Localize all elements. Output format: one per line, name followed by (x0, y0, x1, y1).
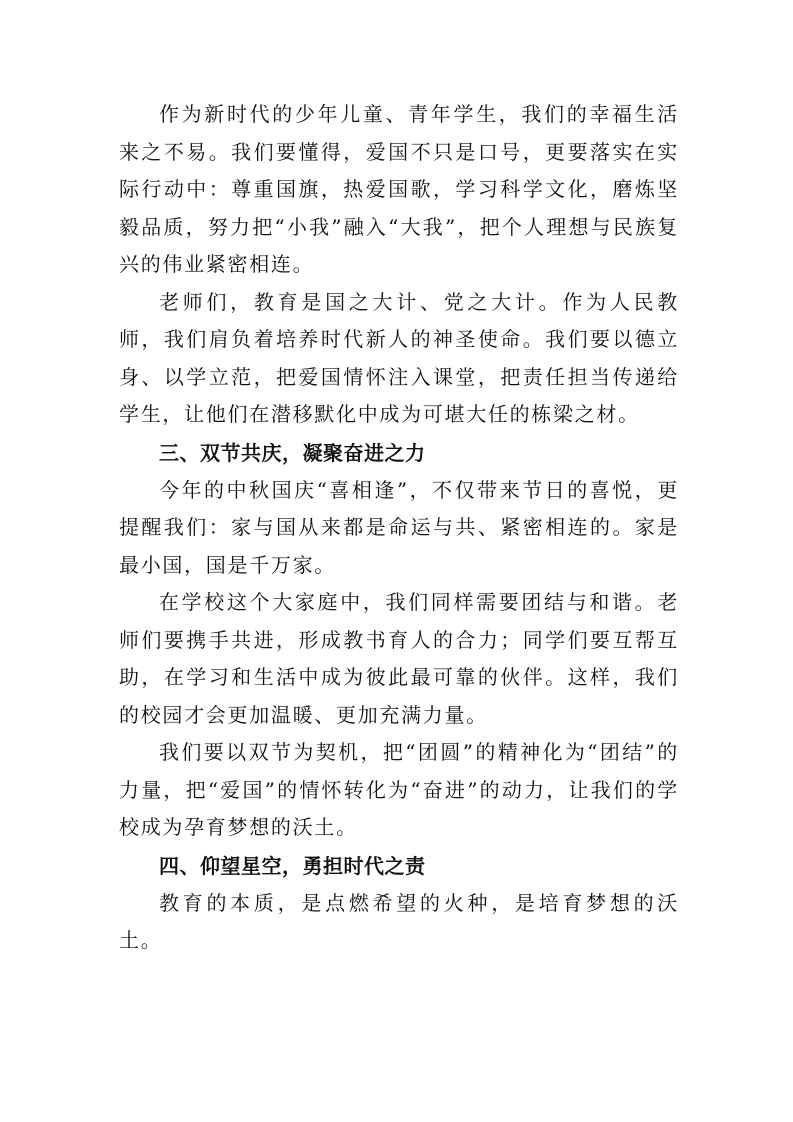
section-heading-3: 三、双节共庆，凝聚奋进之力 (159, 440, 426, 465)
section-heading-4: 四、仰望星空，勇担时代之责 (159, 853, 426, 878)
paragraph-youth-patriotism: 作为新时代的少年儿童、青年学生，我们的幸福生活来之不易。我们要懂得，爱国不只是口号，更要落实在实际行动中：尊重国旗，热爱国歌，学习科学文化，磨炼坚毅品质，努力把“小我”融入“大我”，把个人理想与民族复兴的伟业紧密相连。 (119, 102, 679, 276)
document-body (119, 96, 679, 960)
paragraph-school-unity: 在学校这个大家庭中，我们同样需要团结与和谐。老师们要携手共进，形成教书育人的合力；同学们要互帮互助，在学习和生活中成为彼此最可靠的伙伴。这样，我们的校园才会更加温暖、更加充满力量。 (119, 590, 679, 727)
paragraph-education-essence: 教育的本质，是点燃希望的火种，是培育梦想的沃土。 (119, 890, 679, 952)
paragraph-teachers-mission: 老师们，教育是国之大计、党之大计。作为人民教师，我们肩负着培养时代新人的神圣使命。我们要以德立身、以学立范，把爱国情怀注入课堂，把责任担当传递给学生，让他们在潜移默化中成为可堪大任的栋梁之材。 (119, 289, 679, 426)
paragraph-festival-opportunity: 我们要以双节为契机，把“团圆”的精神化为“团结”的力量，把“爱国”的情怀转化为“奋进”的动力，让我们的学校成为孕育梦想的沃土。 (119, 740, 679, 839)
paragraph-double-festival: 今年的中秋国庆“喜相逢”，不仅带来节日的喜悦，更提醒我们：家与国从来都是命运与共、紧密相连的。家是最小国，国是千万家。 (119, 477, 679, 577)
